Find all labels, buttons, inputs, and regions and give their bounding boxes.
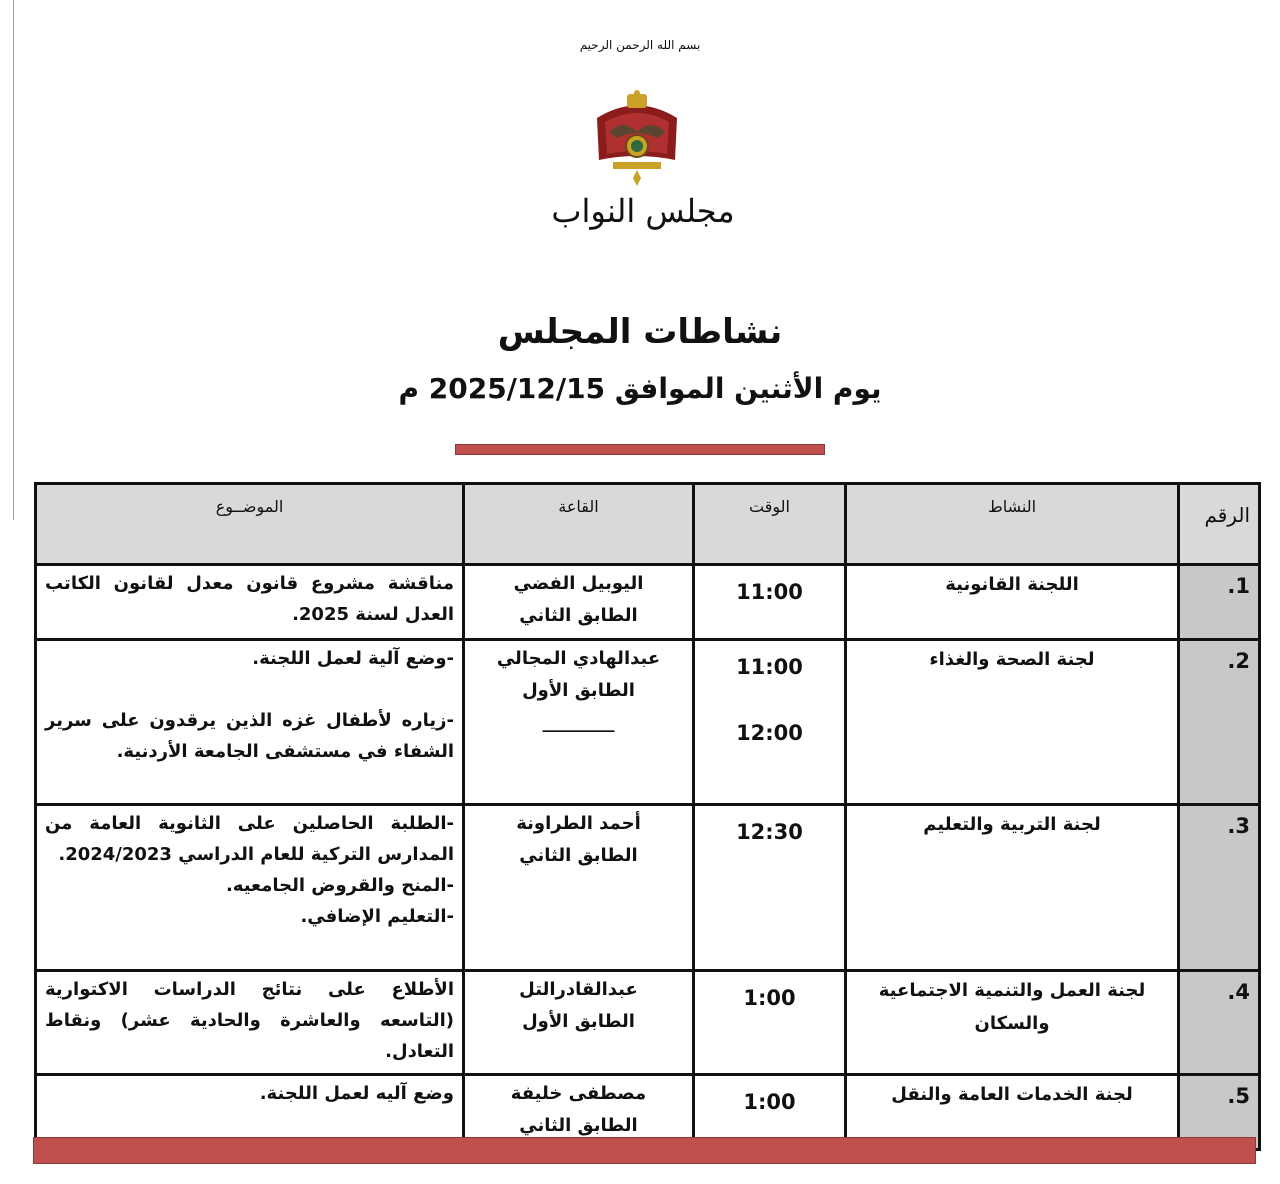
- page-edge-line: [13, 0, 14, 520]
- day-prefix: يوم الأثنين الموافق: [614, 372, 882, 405]
- row-hall: [464, 971, 694, 1075]
- row-activity: لجنة التربية والتعليم: [846, 805, 1179, 971]
- column-header-number: الرقم: [1179, 484, 1260, 565]
- page-title: نشاطات المجلس: [497, 312, 783, 352]
- hall-floor: الطابق الثاني: [519, 605, 638, 626]
- subject-item: -زياره لأطفال غزه الذين يرقدون على سرير الشفاء في مستشفى الجامعة الأردنية.: [45, 710, 454, 762]
- hall-floor: الطابق الأول: [522, 1011, 635, 1032]
- subject-item: وضع آليه لعمل اللجنة.: [259, 1083, 454, 1104]
- table-row: [36, 565, 1260, 640]
- column-header-subject: الموضــوع: [36, 484, 464, 565]
- time-value: 12:30: [736, 820, 803, 844]
- date-value: 2025/12/15: [428, 372, 606, 405]
- council-logo-text: مجلس النواب: [551, 192, 735, 230]
- hall-name: عبدالقادرالتل: [519, 979, 638, 1000]
- subject-item: -المنح والقروض الجامعيه.: [225, 875, 454, 896]
- hall-name: أحمد الطراونة: [516, 813, 641, 834]
- row-number: 2.: [1179, 640, 1260, 805]
- column-header-hall: القاعة: [464, 484, 694, 565]
- row-time: [694, 640, 846, 805]
- hall-floor: الطابق الأول: [522, 680, 635, 701]
- time-value: 11:00: [736, 655, 803, 679]
- column-header-time: الوقت: [694, 484, 846, 565]
- time-value: 11:00: [736, 580, 803, 604]
- row-number: 4.: [1179, 971, 1260, 1075]
- time-value: 1:00: [743, 986, 796, 1010]
- row-time: [694, 565, 846, 640]
- row-time: [694, 971, 846, 1075]
- subject-item: -وضع آلية لعمل اللجنة.: [252, 648, 454, 669]
- row-subject: [36, 805, 464, 971]
- table-row: [36, 971, 1260, 1075]
- row-hall: [464, 565, 694, 640]
- time-value: 1:00: [743, 1090, 796, 1114]
- date-line: [0, 372, 1280, 405]
- time-value: 12:00: [736, 721, 803, 745]
- hall-name: اليوبيل الفضي: [513, 573, 644, 594]
- row-number: 3.: [1179, 805, 1260, 971]
- row-hall: [464, 805, 694, 971]
- row-activity: لجنة الصحة والغذاء: [846, 640, 1179, 805]
- table-row: [36, 640, 1260, 805]
- basmala: بسم الله الرحمن الرحيم: [579, 38, 701, 52]
- subject-item: -التعليم الإضافي.: [300, 906, 454, 927]
- row-number: 5.: [1179, 1075, 1260, 1150]
- title-divider-bar: [455, 444, 825, 455]
- table-row: [36, 805, 1260, 971]
- hall-floor: الطابق الثاني: [519, 1115, 638, 1136]
- hall-blank-line: ________: [542, 712, 615, 733]
- hall-name: عبدالهادي المجالي: [496, 648, 661, 669]
- date-suffix: م: [398, 372, 419, 405]
- row-activity: اللجنة القانونية: [846, 565, 1179, 640]
- table-header-row: [36, 484, 1260, 565]
- column-header-activity: النشاط: [846, 484, 1179, 565]
- coat-of-arms-emblem: [587, 88, 687, 188]
- subject-item: -الطلبة الحاصلين على الثانوية العامة من المدارس التركية للعام الدراسي 2024/2023.: [45, 813, 454, 865]
- row-time: [694, 805, 846, 971]
- row-hall: [464, 640, 694, 805]
- hall-name: مصطفى خليفة: [510, 1083, 647, 1104]
- row-subject: [36, 565, 464, 640]
- row-subject: [36, 640, 464, 805]
- row-activity: لجنة العمل والتنمية الاجتماعية والسكان: [846, 971, 1179, 1075]
- row-number: 1.: [1179, 565, 1260, 640]
- activities-table: [34, 482, 1261, 1151]
- subject-item: مناقشة مشروع قانون معدل لقانون الكاتب العدل لسنة 2025.: [45, 573, 454, 625]
- row-activity: لجنة الخدمات العامة والنقل: [846, 1075, 1179, 1150]
- footer-bar: [33, 1137, 1256, 1164]
- hall-floor: الطابق الثاني: [519, 845, 638, 866]
- row-subject: [36, 971, 464, 1075]
- subject-item: الأطلاع على نتائج الدراسات الاكتوارية (التاسعه والعاشرة والحادية عشر) ونقاط التعادل.: [45, 979, 454, 1062]
